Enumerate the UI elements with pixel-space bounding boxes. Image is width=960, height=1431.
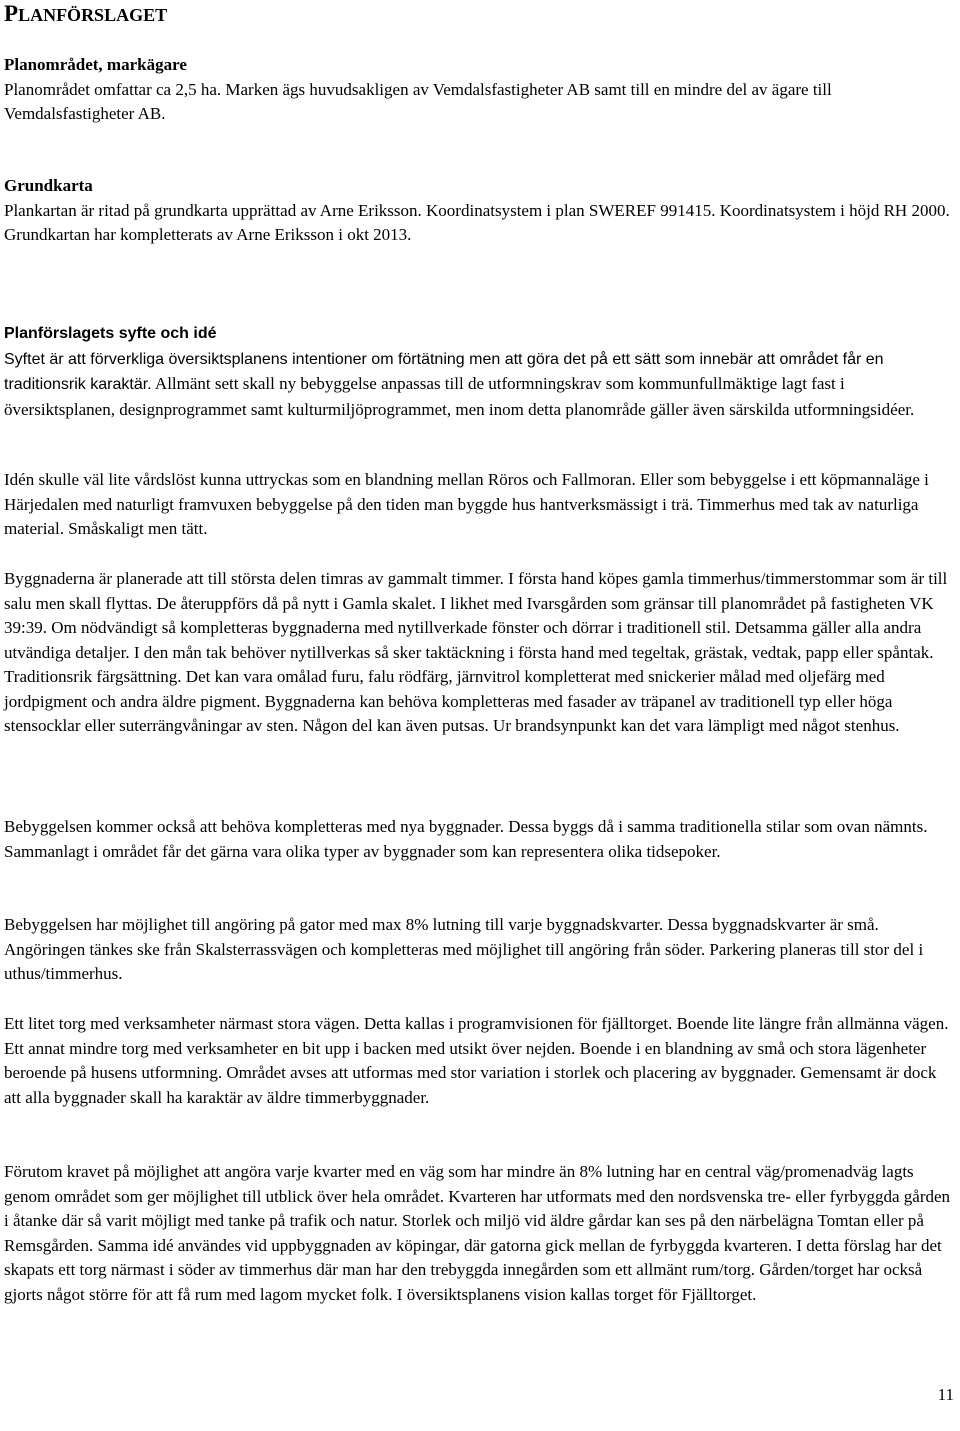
page-number: 11 bbox=[937, 1385, 954, 1404]
section-syfte-och-ide bbox=[4, 322, 956, 422]
section-text bbox=[4, 347, 956, 423]
section-heading: Grundkarta bbox=[4, 176, 93, 195]
body-paragraph: Byggnaderna är planerade att till största delen timras av gammalt timmer. I första hand köpes gamla timmerhus/timmerstommar som är till salu men skall flyttas. De återuppförs då på nytt i Gamla skalet. I likhet med Ivarsgården som gränsar till planområdet på fastigheten VK 39:39. Om nödvändigt så kompletteras byggnaderna med nytillverkade fönster och dörrar i traditionell stil. Detsamma gäller alla andra utvändiga detaljer. I den mån tak behöver nytillverkas så sker taktäckning i första hand med tegeltak, grästak, vedtak, papp eller spåntak. Traditionsrik färgsättning. Det kan vara omålad furu, falu rödfärg, järnvitrol kompletterat med snickerier målad med oljefärg med jordpigment och andra äldre pigment. Byggnaderna kan behöva kompletteras med fasader av träpanel av traditionell typ eller höga stensocklar eller suterrängvåningar av sten. Någon del kan även putsas. Ur brandsynpunkt kan det vara lämpligt med något stenhus. bbox=[4, 569, 948, 735]
page-title bbox=[4, 3, 167, 26]
section-text-serif-part: Allmänt sett skall ny bebyggelse anpassas till de utformningskrav som kommunfullmäktige lagt fast i översiktsplanen, designprogrammet samt kulturmiljöprogrammet, men inom detta planområde gäller även särskilda utformningsidéer. bbox=[4, 374, 915, 419]
body-paragraph: Bebyggelsen kommer också att behöva kompletteras med nya byggnader. Dessa byggs då i samma traditionella stilar som ovan nämnts. Sammanlagt i området får det gärna vara olika typer av byggnader som kan representera olika tidsepoker. bbox=[4, 817, 928, 861]
page-title-initial: P bbox=[4, 1, 19, 26]
section-heading: Planförslagets syfte och idé bbox=[4, 325, 217, 342]
section-text-sans-part: Syftet är att förverkliga översiktsplanens intentioner om förtätning men att göra det på ett sätt som innebär att området får en traditionsrik karaktär. bbox=[4, 350, 884, 393]
body-paragraph: Förutom kravet på möjlighet att angöra varje kvarter med en väg som har mindre än 8% lutning har en central väg/promenadväg lagts genom området som ger möjlighet till utblick över hela området. Kvarteren har utformats med den nordsvenska tre- eller fyrbyggda gården i åtanke där så varit möjligt med tanke på trafik och natur. Storlek och miljö vid äldre gårdar kan ses på den närbelägna Tomtan eller på Remsgården. Samma idé användes vid uppbyggnaden av köpingar, där gatorna gick mellan de fyrbyggda kvarteren. I detta förslag har det skapats ett torg närmast i söder av timmerhus där man har den trebyggda innegården som ett allmänt rum/torg. Gården/torget har också gjorts något större för att få rum med lagom mycket folk. I översiktsplanens vision kallas torget för Fjälltorget. bbox=[4, 1162, 951, 1304]
section-planomradet bbox=[4, 53, 956, 127]
body-paragraph: Bebyggelsen har möjlighet till angöring på gator med max 8% lutning till varje byggnadskvarter. Dessa byggnadskvarter är små. Angöringen tänkes ske från Skalsterrassvägen och kompletteras med möjlighet till angöring från söder. Parkering planeras till stor del i uthus/timmerhus. bbox=[4, 915, 924, 983]
section-text: Planområdet omfattar ca 2,5 ha. Marken ägs huvudsakligen av Vemdalsfastigheter AB samt till en mindre del av ägare till Vemdalsfastigheter AB. bbox=[4, 79, 832, 123]
section-heading: Planområdet, markägare bbox=[4, 55, 187, 74]
section-text: Plankartan är ritad på grundkarta upprättad av Arne Eriksson. Koordinatsystem i plan SWEREF 991415. Koordinatsystem i höjd RH 2000. Grundkartan har kompletterats av Arne Eriksson i okt 2013. bbox=[4, 200, 950, 244]
body-paragraph: Ett litet torg med verksamheter närmast stora vägen. Detta kallas i programvisionen för fjälltorget. Boende lite längre från allmänna vägen. Ett annat mindre torg med verksamheter en bit upp i backen med utsikt över nejden. Boende i en blandning av små och stora lägenheter beroende på husens utformning. Området avses att utformas med stor variation i storlek och placering av byggnader. Gemensamt är dock att alla byggnader skall ha karaktär av äldre timmerbyggnader. bbox=[4, 1014, 949, 1107]
page-title-rest: LANFÖRSLAGET bbox=[18, 5, 168, 25]
body-paragraph: Idén skulle väl lite vårdslöst kunna uttryckas som en blandning mellan Röros och Fallmoran. Eller som bebyggelse i ett köpmannaläge i Härjedalen med naturligt framvuxen bebyggelse på den tiden man byggde hus hantverksmässigt i trä. Timmerhus med tak av naturliga material. Småskaligt men tätt. bbox=[4, 470, 929, 538]
section-grundkarta bbox=[4, 174, 956, 248]
